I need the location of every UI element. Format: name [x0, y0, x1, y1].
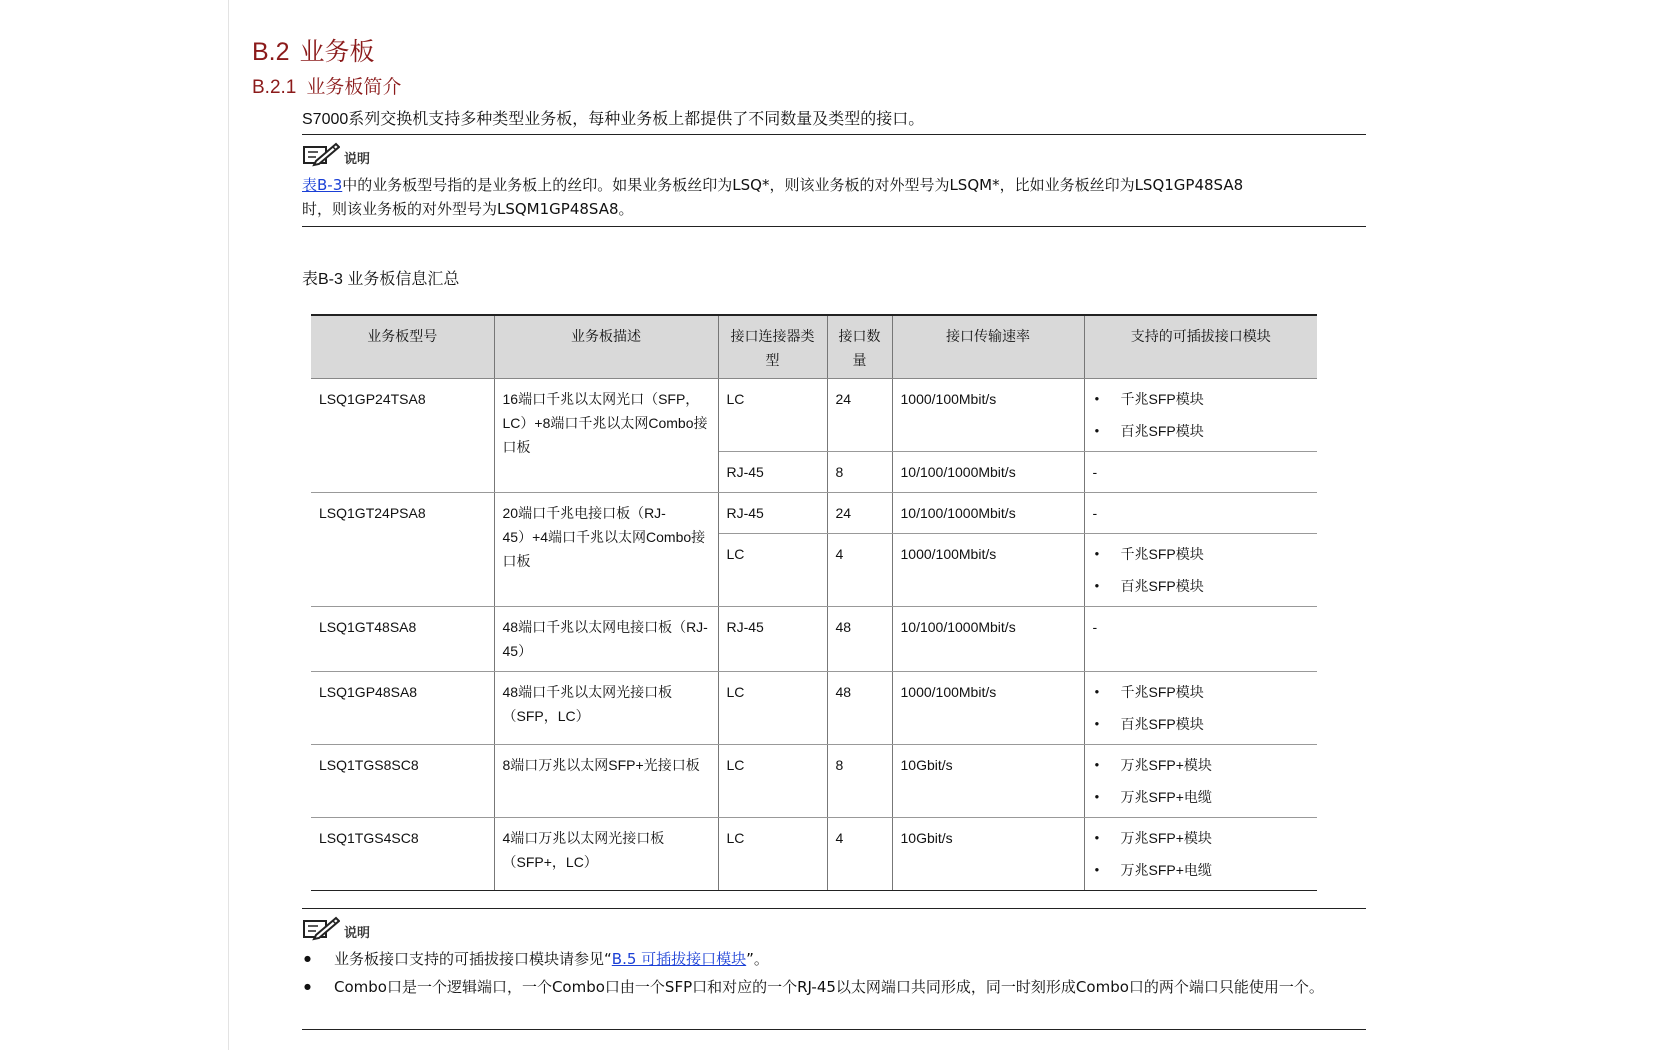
table-row	[311, 672, 1317, 745]
cell-modules: -	[1084, 452, 1317, 493]
cell-count: 48	[827, 607, 892, 672]
list-item: ● 万兆SFP+模块	[1093, 826, 1310, 850]
cell-description: 4端口万兆以太网光接口板（SFP+，LC）	[494, 818, 718, 891]
note-label: 说明	[344, 151, 371, 166]
cell-connector: RJ-45	[718, 607, 827, 672]
module-list	[1093, 542, 1310, 598]
list-item: ● 业务板接口支持的可插拔接口模块请参见“B.5 可插拔接口模块”。	[302, 947, 1366, 971]
list-item: ● Combo口是一个逻辑端口，一个Combo口由一个SFP口和对应的一个RJ-45以太网端口共同形成，同一时刻形成Combo口的两个端口只能使用一个。	[302, 975, 1366, 999]
cell-modules	[1084, 745, 1317, 818]
cell-description: 16端口千兆以太网光口（SFP，LC）+8端口千兆以太网Combo接口板	[494, 379, 718, 493]
cell-count: 24	[827, 493, 892, 534]
list-item: ● 万兆SFP+电缆	[1093, 785, 1310, 809]
module-list	[1093, 826, 1310, 882]
header-transfer-rate: 接口传输速率	[892, 315, 1084, 379]
cell-rate: 1000/100Mbit/s	[892, 672, 1084, 745]
cell-model: LSQ1GT48SA8	[311, 607, 494, 672]
list-item: ● 千兆SFP模块	[1093, 387, 1310, 411]
cell-modules: -	[1084, 607, 1317, 672]
cell-connector: LC	[718, 818, 827, 891]
list-item: ● 百兆SFP模块	[1093, 419, 1310, 443]
cell-connector: RJ-45	[718, 493, 827, 534]
module-list	[1093, 387, 1310, 443]
note-text: 表B-3中的业务板型号指的是业务板上的丝印。如果业务板丝印为LSQ*，则该业务板的对外型号为LSQM*，比如业务板丝印为LSQ1GP48SA8 时，则该业务板的对外型号为LSQM1GP48SA8。	[302, 176, 1244, 218]
cell-count: 4	[827, 534, 892, 607]
table-header-row	[311, 315, 1317, 379]
cell-modules	[1084, 818, 1317, 891]
list-item: ● 万兆SFP+模块	[1093, 753, 1310, 777]
cell-modules	[1084, 672, 1317, 745]
header-modules: 支持的可插拔接口模块	[1084, 315, 1317, 379]
table-row	[311, 493, 1317, 534]
cell-count: 8	[827, 745, 892, 818]
list-item: ● 千兆SFP模块	[1093, 680, 1310, 704]
cell-count: 48	[827, 672, 892, 745]
page-edge	[228, 0, 229, 1050]
header-model: 业务板型号	[311, 315, 494, 379]
note-label: 说明	[344, 925, 371, 940]
note-list	[302, 947, 1366, 1003]
header-connector-type: 接口连接器类型	[718, 315, 827, 379]
cell-rate: 10Gbit/s	[892, 745, 1084, 818]
cell-model: LSQ1GP48SA8	[311, 672, 494, 745]
note-pencil-icon	[302, 915, 340, 941]
cell-rate: 10/100/1000Mbit/s	[892, 607, 1084, 672]
note-header	[302, 915, 370, 941]
table-row	[311, 818, 1317, 891]
table-ref-link[interactable]: 表B-3	[302, 176, 343, 194]
subsection-heading: B.2.1 业务板简介	[252, 77, 402, 98]
cell-connector: RJ-45	[718, 452, 827, 493]
pluggable-module-link[interactable]: B.5 可插拔接口模块	[611, 950, 747, 968]
cell-rate: 1000/100Mbit/s	[892, 379, 1084, 452]
list-item: ● 百兆SFP模块	[1093, 712, 1310, 736]
cell-count: 24	[827, 379, 892, 452]
header-description: 业务板描述	[494, 315, 718, 379]
cell-model: LSQ1TGS8SC8	[311, 745, 494, 818]
table-row	[311, 607, 1317, 672]
cell-connector: LC	[718, 745, 827, 818]
header-port-count: 接口数量	[827, 315, 892, 379]
note-pencil-icon	[302, 141, 340, 167]
table-caption: 表B-3 业务板信息汇总	[302, 271, 460, 288]
cell-rate: 10Gbit/s	[892, 818, 1084, 891]
list-item: ● 百兆SFP模块	[1093, 574, 1310, 598]
cell-connector: LC	[718, 534, 827, 607]
cell-connector: LC	[718, 672, 827, 745]
cell-rate: 10/100/1000Mbit/s	[892, 493, 1084, 534]
list-item: ● 千兆SFP模块	[1093, 542, 1310, 566]
module-list	[1093, 680, 1310, 736]
cell-model: LSQ1GP24TSA8	[311, 379, 494, 493]
cell-modules: -	[1084, 493, 1317, 534]
cell-description: 20端口千兆电接口板（RJ-45）+4端口千兆以太网Combo接口板	[494, 493, 718, 607]
intro-paragraph: S7000系列交换机支持多种类型业务板，每种业务板上都提供了不同数量及类型的接口。	[302, 111, 925, 128]
table-row	[311, 379, 1317, 452]
cell-rate: 1000/100Mbit/s	[892, 534, 1084, 607]
cell-count: 4	[827, 818, 892, 891]
cell-description: 48端口千兆以太网电接口板（RJ-45）	[494, 607, 718, 672]
cell-rate: 10/100/1000Mbit/s	[892, 452, 1084, 493]
note-box	[302, 134, 1366, 227]
cell-modules	[1084, 534, 1317, 607]
cell-model: LSQ1TGS4SC8	[311, 818, 494, 891]
list-item: ● 万兆SFP+电缆	[1093, 858, 1310, 882]
cell-count: 8	[827, 452, 892, 493]
cell-connector: LC	[718, 379, 827, 452]
module-list	[1093, 753, 1310, 809]
note-header	[302, 141, 370, 167]
cell-model: LSQ1GT24PSA8	[311, 493, 494, 607]
note-box-2	[302, 908, 1366, 1030]
board-info-table	[311, 314, 1317, 891]
cell-modules	[1084, 379, 1317, 452]
cell-description: 48端口千兆以太网光接口板（SFP，LC）	[494, 672, 718, 745]
cell-description: 8端口万兆以太网SFP+光接口板	[494, 745, 718, 818]
table-row	[311, 745, 1317, 818]
section-heading: B.2 业务板	[252, 38, 375, 66]
